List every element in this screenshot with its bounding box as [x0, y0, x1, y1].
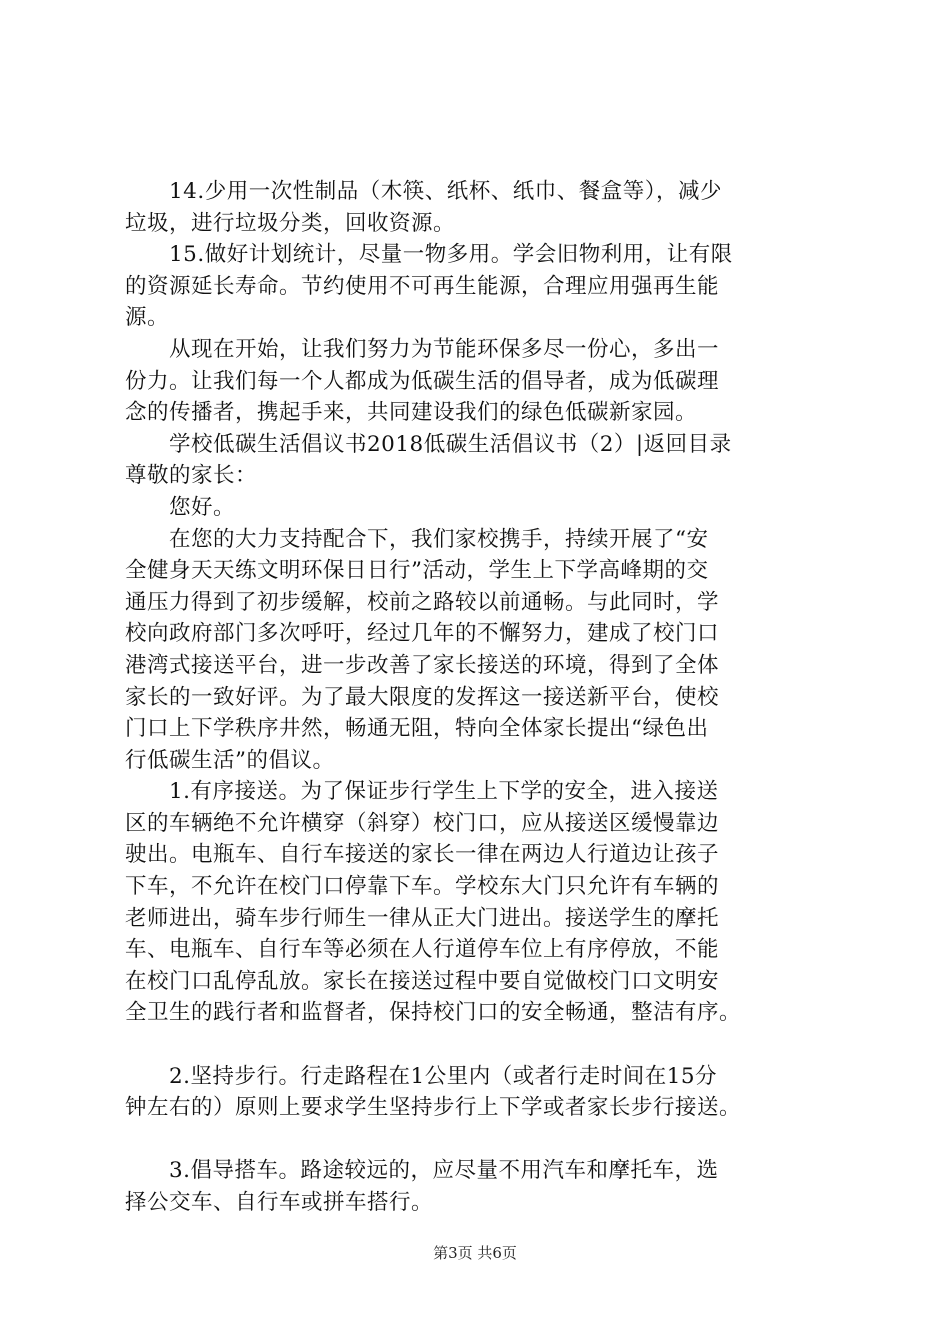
text-line: 1.有序接送。为了保证步行学生上下学的安全，进入接送	[125, 779, 719, 805]
text-line: 垃圾，进行垃圾分类，回收资源。	[125, 210, 456, 236]
text-line: 通压力得到了初步缓解，校前之路较以前通畅。与此同时，学	[125, 589, 720, 615]
text-line: 驶出。电瓶车、自行车接送的家长一律在两边人行道边让孩子	[125, 842, 720, 868]
text-line: 择公交车、自行车或拼车搭行。	[125, 1190, 434, 1215]
page-number: 第3页 共6页	[433, 1244, 517, 1262]
text-line: 港湾式接送平台，进一步改善了家长接送的环境，得到了全体	[125, 652, 720, 678]
text-line: 全健身天天练文明环保日日行”活动，学生上下学高峰期的交	[125, 558, 709, 584]
text-line: 源。	[125, 305, 170, 331]
text-line: 门口上下学秩序井然，畅通无阻，特向全体家长提出“绿色出	[125, 716, 709, 742]
text-line: 尊敬的家长：	[125, 463, 258, 489]
text-line: 从现在开始，让我们努力为节能环保多尽一份心，多出一	[125, 336, 720, 362]
text-line: 钟左右的）原则上要求学生坚持步行上下学或者家长步行接送。	[125, 1095, 742, 1121]
text-line: 2.坚持步行。行走路程在1公里内（或者行走时间在15分	[125, 1063, 718, 1089]
text-line: 校向政府部门多次呼吁，经过几年的不懈努力，建成了校门口	[125, 621, 720, 647]
text-line: 3.倡导搭车。路途较远的，应尽量不用汽车和摩托车，选	[125, 1158, 719, 1184]
text-line: 家长的一致好评。为了最大限度的发挥这一接送新平台，使校	[125, 684, 720, 710]
text-line: 在校门口乱停乱放。家长在接送过程中要自觉做校门口文明安	[125, 968, 720, 994]
text-line: 车、电瓶车、自行车等必须在人行道停车位上有序停放，不能	[125, 937, 720, 963]
text-line: 区的车辆绝不允许横穿（斜穿）校门口，应从接送区缓慢靠边	[125, 810, 720, 836]
text-line: 14.少用一次性制品（木筷、纸杯、纸巾、餐盒等），减少	[125, 179, 722, 204]
text-line: 的资源延长寿命。节约使用不可再生能源，合理应用强再生能	[125, 273, 720, 299]
text-line: 下车，不允许在校门口停靠下车。学校东大门只允许有车辆的	[125, 874, 720, 900]
document-body	[125, 176, 835, 1219]
blank-line	[125, 1029, 835, 1061]
text-line: 15.做好计划统计，尽量一物多用。学会旧物利用，让有限	[125, 242, 733, 268]
text-line: 您好。	[125, 494, 236, 520]
text-line: 在您的大力支持配合下，我们家校携手，持续开展了“安	[125, 526, 709, 552]
text-line: 学校低碳生活倡议书2018低碳生活倡议书（2）|返回目录	[125, 431, 732, 457]
text-line: 念的传播者，携起手来，共同建设我们的绿色低碳新家园。	[125, 400, 698, 426]
text-line: 老师进出，骑车步行师生一律从正大门进出。接送学生的摩托	[125, 905, 720, 931]
text-line: 全卫生的践行者和监督者，保持校门口的安全畅通，整洁有序。	[125, 1000, 742, 1026]
blank-line	[125, 1124, 835, 1156]
text-line: 份力。让我们每一个人都成为低碳生活的倡导者，成为低碳理	[125, 368, 720, 394]
text-line: 行低碳生活”的倡议。	[125, 747, 335, 773]
